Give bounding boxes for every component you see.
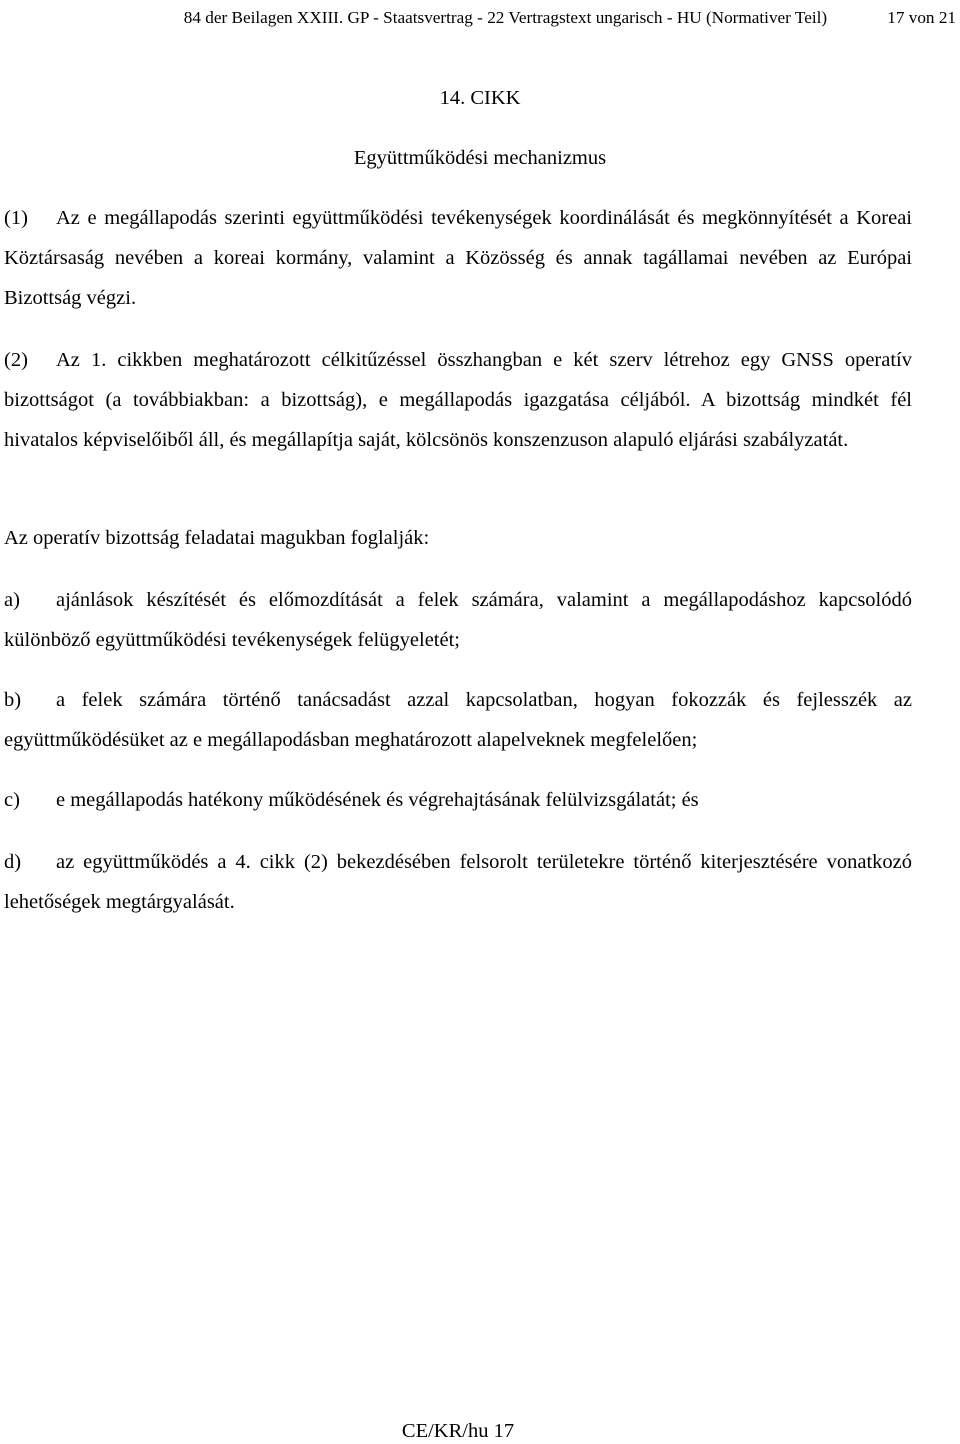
list-item-c-label: c) xyxy=(4,789,20,811)
list-item-a xyxy=(4,580,912,660)
page-footer: CE/KR/hu 17 xyxy=(401,1420,515,1442)
list-item-d-label: d) xyxy=(4,851,22,873)
paragraph-1-text: Az e megállapodás szerinti együttműködési tevékenységek koordinálását és megkönnyítését a Koreai Köztársaság nevében a koreai kormány, valamint a Közösség és annak tagállamai nevében az Európai Bizottság végzi. xyxy=(4,207,912,309)
paragraph-1-label: (1) xyxy=(4,207,28,229)
list-item-d-text: az együttműködés a 4. cikk (2) bekezdésében felsorolt területekre történő kiterjesztésére vonatkozó lehetőségek megtárgyalását. xyxy=(4,851,912,913)
paragraph-2 xyxy=(4,340,912,460)
running-title: 84 der Beilagen XXIII. GP - Staatsvertrag - 22 Vertragstext ungarisch - HU (Normativer Teil) xyxy=(183,8,828,27)
page-counter: 17 von 21 xyxy=(887,8,956,27)
list-item-a-label: a) xyxy=(4,589,20,611)
article-number: 14. CIKK xyxy=(439,87,521,109)
paragraph-2-label: (2) xyxy=(4,349,28,371)
page-counter-gap xyxy=(831,8,883,27)
paragraph-1 xyxy=(4,198,912,318)
tasks-intro-text: Az operatív bizottság feladatai magukban foglalják: xyxy=(4,527,430,549)
paragraph-2-text: Az 1. cikkben meghatározott célkitűzéssel összhangban e két szerv létrehoz egy GNSS operatív bizottságot (a továbbiakban: a bizottság), e megállapodás igazgatása céljából. A bizottság mindkét fél hivatalos képviselőiből áll, és megállapítja saját, kölcsönös konszenzuson alapuló eljárási szabályzatát. xyxy=(4,349,912,451)
list-item-c xyxy=(4,780,912,820)
list-item-c-text: e megállapodás hatékony működésének és végrehajtásának felülvizsgálatát; és xyxy=(56,789,699,811)
list-item-b xyxy=(4,680,912,760)
list-item-a-text: ajánlások készítését és előmozdítását a felek számára, valamint a megállapodáshoz kapcsolódó különböző együttműködési tevékenységek felügyeletét; xyxy=(4,589,912,651)
tasks-intro xyxy=(4,518,912,558)
list-item-b-label: b) xyxy=(4,689,22,711)
article-title: Együttműködési mechanizmus xyxy=(353,147,607,169)
running-header xyxy=(0,6,956,30)
list-item-b-text: a felek számára történő tanácsadást azzal kapcsolatban, hogyan fokozzák és fejlesszék az együttműködésüket az e megállapodásban meghatározott alapelveknek megfelelően; xyxy=(4,689,912,751)
list-item-d xyxy=(4,842,912,922)
